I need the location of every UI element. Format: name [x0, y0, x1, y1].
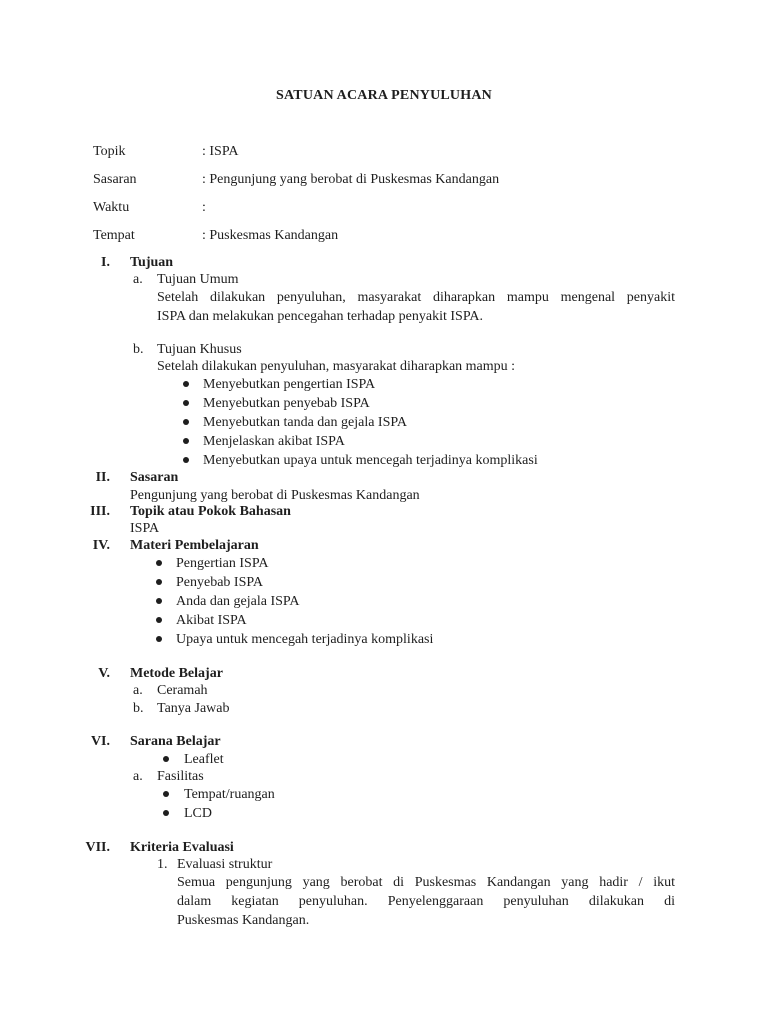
header-label-topik: Topik	[93, 144, 126, 159]
bullet-icon	[183, 419, 189, 425]
bullet-icon	[156, 560, 162, 566]
paragraph-line: ISPA dan melakukan pencegahan terhadap penyakit ISPA.	[157, 309, 483, 324]
section-number: III.	[90, 504, 110, 519]
section-heading: Kriteria Evaluasi	[130, 840, 234, 855]
section-number: I.	[101, 255, 110, 270]
list-item: Menjelaskan akibat ISPA	[203, 434, 345, 449]
section-heading: Sasaran	[130, 470, 179, 485]
list-item: Ceramah	[157, 683, 208, 698]
list-letter: a.	[133, 769, 143, 784]
section-text: Pengunjung yang berobat di Puskesmas Kandangan	[130, 488, 420, 503]
list-item: Tempat/ruangan	[184, 787, 275, 802]
list-item: LCD	[184, 806, 212, 821]
list-item: Menyebutkan pengertian ISPA	[203, 377, 376, 392]
subsection-title: Fasilitas	[157, 769, 204, 784]
header-value-topik: : ISPA	[202, 144, 239, 159]
bullet-icon	[183, 381, 189, 387]
section-heading: Sarana Belajar	[130, 734, 221, 749]
subsection-title: Tujuan Khusus	[157, 342, 242, 357]
header-value-sasaran: : Pengunjung yang berobat di Puskesmas Kandangan	[202, 172, 500, 187]
bullet-icon	[183, 400, 189, 406]
section-number: VI.	[90, 734, 110, 749]
paragraph-line	[157, 289, 675, 307]
bullet-icon	[156, 598, 162, 604]
paragraph-line-text: Setelah dilakukan penyuluhan, masyarakat diharapkan mampu mengenal penyakit	[157, 290, 675, 305]
section-heading: Metode Belajar	[130, 666, 223, 681]
paragraph-line	[177, 893, 675, 911]
header-label-tempat: Tempat	[93, 228, 135, 243]
bullet-icon	[163, 756, 169, 762]
bullet-icon	[163, 791, 169, 797]
bullet-icon	[183, 438, 189, 444]
list-letter: a.	[133, 272, 143, 287]
document-title: SATUAN ACARA PENYULUHAN	[276, 88, 492, 103]
header-label-waktu: Waktu	[93, 200, 130, 215]
bullet-icon	[163, 810, 169, 816]
paragraph-line: Setelah dilakukan penyuluhan, masyarakat diharapkan mampu :	[157, 359, 516, 374]
list-item: Menyebutkan tanda dan gejala ISPA	[203, 415, 407, 430]
paragraph-line	[177, 874, 675, 892]
list-item: Menyebutkan penyebab ISPA	[203, 396, 370, 411]
list-item: Akibat ISPA	[176, 613, 247, 628]
list-item: Leaflet	[184, 752, 224, 767]
paragraph-line-text: dalam kegiatan penyuluhan. Penyelenggaraan penyuluhan dilakukan di	[177, 894, 675, 909]
section-number: IV.	[92, 538, 110, 553]
list-letter: b.	[133, 701, 144, 716]
list-number: 1.	[157, 857, 168, 872]
section-heading: Tujuan	[130, 255, 174, 270]
section-heading: Topik atau Pokok Bahasan	[130, 504, 291, 519]
section-number: II.	[95, 470, 110, 485]
section-number: V.	[98, 666, 110, 681]
bullet-icon	[156, 636, 162, 642]
list-letter: a.	[133, 683, 143, 698]
bullet-icon	[156, 617, 162, 623]
list-letter: b.	[133, 342, 144, 357]
bullet-icon	[156, 579, 162, 585]
list-item: Penyebab ISPA	[176, 575, 263, 590]
list-item: Menyebutkan upaya untuk mencegah terjadinya komplikasi	[203, 453, 538, 468]
header-label-sasaran: Sasaran	[93, 172, 137, 187]
list-item: Pengertian ISPA	[176, 556, 269, 571]
subsection-title: Tujuan Umum	[157, 272, 239, 287]
list-item: Anda dan gejala ISPA	[176, 594, 300, 609]
header-value-tempat: : Puskesmas Kandangan	[202, 228, 339, 243]
bullet-icon	[183, 457, 189, 463]
paragraph-line: Puskesmas Kandangan.	[177, 913, 310, 928]
list-item: Tanya Jawab	[157, 701, 230, 716]
header-value-waktu: :	[202, 200, 206, 215]
subsection-title: Evaluasi struktur	[177, 857, 273, 872]
paragraph-line-text: Semua pengunjung yang berobat di Puskesmas Kandangan yang hadir / ikut	[177, 875, 675, 890]
section-text: ISPA	[130, 521, 160, 536]
list-item: Upaya untuk mencegah terjadinya komplikasi	[176, 632, 434, 647]
section-number: VII.	[85, 840, 110, 855]
section-heading: Materi Pembelajaran	[130, 538, 259, 553]
